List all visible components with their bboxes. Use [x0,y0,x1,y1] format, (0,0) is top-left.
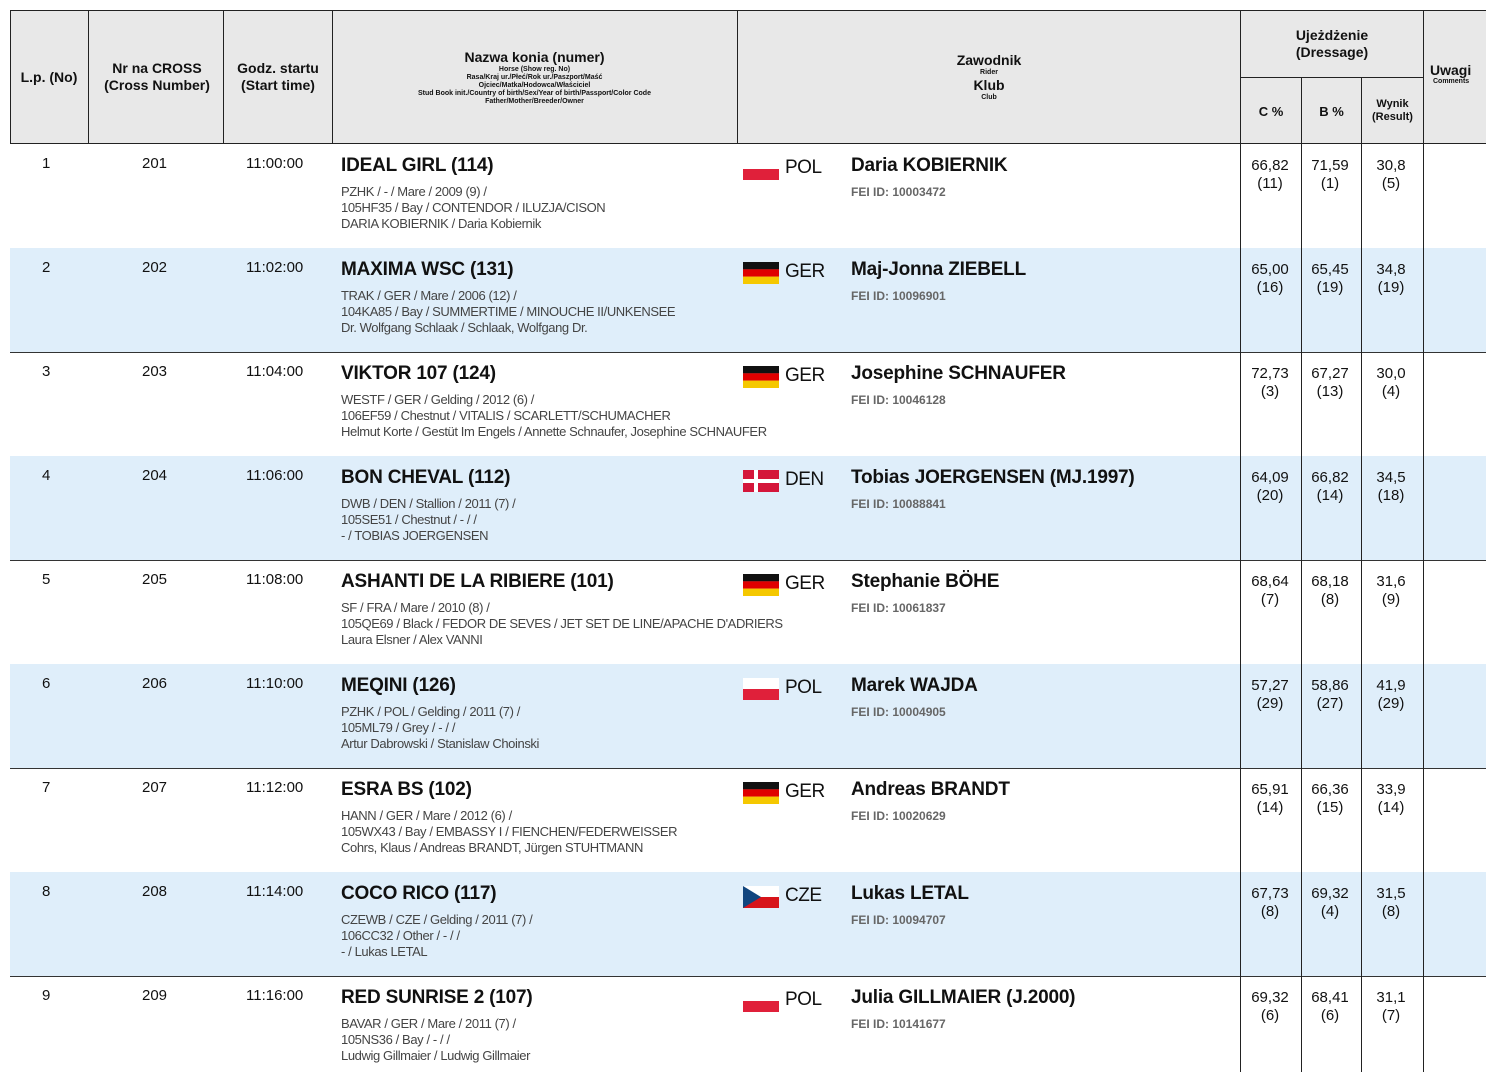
horse-breed-line: CZEWB / CZE / Gelding / 2011 (7) / [341,912,533,927]
result-score [1363,573,1419,609]
b-percent-rank: (15) [1316,799,1344,816]
horse-details [341,600,783,648]
header-start-time [224,10,332,144]
start-time: 11:14:00 [246,883,304,900]
b-percent-value: 58,86 [1311,677,1349,694]
header-divider [223,10,224,144]
horse-owner-line: Cohrs, Klaus / Andreas BRANDT, Jürgen STUHTMANN [341,840,643,855]
table-row [10,560,1486,665]
rider-name: Andreas BRANDT [851,779,1010,800]
result-value: 34,8 [1376,261,1406,278]
header-divider [737,10,738,144]
c-percent-rank: (16) [1256,279,1284,296]
b-percent-rank: (1) [1320,175,1340,192]
c-percent-rank: (14) [1256,799,1284,816]
rider-name: Stephanie BÖHE [851,571,1000,592]
row-number: 5 [42,571,51,588]
header-cross-number [92,10,222,144]
horse-passport-line: 105HF35 / Bay / CONTENDOR / ILUZJA/CISON [341,200,606,215]
b-percent-score [1302,157,1358,193]
start-time: 11:08:00 [246,571,304,588]
b-percent-score [1302,781,1358,817]
b-percent-value: 66,36 [1311,781,1349,798]
score-column-divider [1301,144,1302,1072]
nation-code: GER [785,573,825,594]
start-time: 11:06:00 [246,467,304,484]
header-start-label: Godz. startu (Start time) [237,60,319,93]
b-percent-score [1302,677,1358,713]
c-percent-rank: (7) [1260,591,1280,608]
start-time: 11:04:00 [246,363,304,380]
c-percent-score [1242,261,1298,297]
rider-name: Josephine SCHNAUFER [851,363,1066,384]
nation-code: POL [785,677,822,698]
fei-id: FEI ID: 10141677 [851,1017,946,1031]
c-percent-value: 66,82 [1251,157,1289,174]
horse-details [341,288,675,336]
header-divider [1240,77,1423,78]
row-number: 1 [42,155,51,172]
nation-code: GER [785,781,825,802]
header-b-percent: B % [1319,103,1344,119]
horse-owner-line: - / TOBIAS JOERGENSEN [341,528,489,543]
start-time: 11:00:00 [246,155,304,172]
horse-passport-line: 105NS36 / Bay / - / / [341,1032,450,1047]
flag-ger-icon [743,366,779,388]
horse-name: IDEAL GIRL (114) [341,155,494,176]
c-percent-rank: (8) [1260,903,1280,920]
c-percent-value: 65,91 [1251,781,1289,798]
nation-code: GER [785,365,825,386]
table-row [10,144,1486,249]
c-percent-value: 64,09 [1251,469,1289,486]
result-value: 30,0 [1376,365,1406,382]
result-value: 33,9 [1376,781,1406,798]
fei-id: FEI ID: 10061837 [851,601,946,615]
horse-breed-line: BAVAR / GER / Mare / 2011 (7) / [341,1016,516,1031]
horse-passport-line: 106EF59 / Chestnut / VITALIS / SCARLETT/SCHUMACHER [341,408,671,423]
header-horse-line4: Stud Book init./Country of birth/Sex/Year of birth/Passport/Color Code [418,89,651,97]
b-percent-rank: (14) [1316,487,1344,504]
horse-name: VIKTOR 107 (124) [341,363,496,384]
b-percent-value: 67,27 [1311,365,1349,382]
header-cross-label: Nr na CROSS (Cross Number) [104,60,210,93]
c-percent-score [1242,677,1298,713]
horse-passport-line: 105WX43 / Bay / EMBASSY I / FIENCHEN/FEDERWEISSER [341,824,678,839]
result-rank: (8) [1381,903,1401,920]
table-row [10,976,1486,1080]
flag-pol-icon [743,678,779,700]
start-time: 11:12:00 [246,779,304,796]
horse-owner-line: Ludwig Gillmaier / Ludwig Gillmaier [341,1048,531,1063]
c-percent-score [1242,781,1298,817]
c-percent-rank: (6) [1260,1007,1280,1024]
result-value: 31,1 [1376,989,1406,1006]
fei-id: FEI ID: 10096901 [851,289,946,303]
header-divider [332,10,333,144]
fei-id: FEI ID: 10020629 [851,809,946,823]
b-percent-rank: (8) [1320,591,1340,608]
result-rank: (5) [1381,175,1401,192]
header-horse-line5: Father/Mother/Breeder/Owner [485,97,584,105]
row-number: 4 [42,467,51,484]
header-result: Wynik (Result) [1372,98,1413,123]
b-percent-rank: (4) [1320,903,1340,920]
horse-name: BON CHEVAL (112) [341,467,511,488]
horse-owner-line: Dr. Wolfgang Schlaak / Schlaak, Wolfgang Dr. [341,320,588,335]
horse-owner-line: Helmut Korte / Gestüt Im Engels / Annette Schnaufer, Josephine SCHNAUFER [341,424,767,439]
nation-code: POL [785,989,822,1010]
row-number: 3 [42,363,51,380]
result-rank: (29) [1377,695,1405,712]
nation-code: CZE [785,885,822,906]
horse-breed-line: WESTF / GER / Gelding / 2012 (6) / [341,392,535,407]
flag-pol-icon [743,990,779,1012]
result-score [1363,157,1419,193]
result-score [1363,365,1419,401]
header-lp-label: L.p. (No) [20,68,78,85]
nation-code: DEN [785,469,824,490]
rider-name: Daria KOBIERNIK [851,155,1008,176]
horse-breed-line: DWB / DEN / Stallion / 2011 (7) / [341,496,516,511]
nation-code: GER [785,261,825,282]
rider-name: Lukas LETAL [851,883,969,904]
c-percent-value: 57,27 [1251,677,1289,694]
row-number: 2 [42,259,51,276]
flag-ger-icon [743,574,779,596]
horse-breed-line: PZHK / POL / Gelding / 2011 (7) / [341,704,520,719]
horse-breed-line: TRAK / GER / Mare / 2006 (12) / [341,288,517,303]
result-score [1363,989,1419,1025]
result-value: 30,8 [1376,157,1406,174]
horse-details [341,808,677,856]
table-row [10,456,1486,561]
result-rank: (7) [1381,1007,1401,1024]
start-time: 11:16:00 [246,987,304,1004]
score-column-divider [1361,144,1362,1072]
header-rider-sub: Rider [980,69,998,76]
horse-name: COCO RICO (117) [341,883,497,904]
flag-den-icon [743,470,779,492]
result-score [1363,885,1419,921]
header-c-percent: C % [1258,103,1284,119]
result-rank: (18) [1377,487,1405,504]
c-percent-value: 72,73 [1251,365,1289,382]
b-percent-value: 68,18 [1311,573,1349,590]
horse-breed-line: HANN / GER / Mare / 2012 (6) / [341,808,512,823]
c-percent-value: 65,00 [1251,261,1289,278]
b-percent-value: 66,82 [1311,469,1349,486]
b-percent-score [1302,469,1358,505]
b-percent-rank: (19) [1316,279,1344,296]
result-rank: (4) [1381,383,1401,400]
cross-number: 201 [142,155,168,172]
c-percent-score [1242,989,1298,1025]
horse-details [341,1016,530,1064]
b-percent-rank: (27) [1316,695,1344,712]
header-comments: Uwagi Comments [1430,62,1472,85]
rider-name: Julia GILLMAIER (J.2000) [851,987,1076,1008]
horse-details [341,184,605,232]
horse-name: ESRA BS (102) [341,779,472,800]
result-score [1363,677,1419,713]
c-percent-rank: (3) [1260,383,1280,400]
horse-name: RED SUNRISE 2 (107) [341,987,533,1008]
start-time: 11:10:00 [246,675,304,692]
b-percent-value: 69,32 [1311,885,1349,902]
horse-name: ASHANTI DE LA RIBIERE (101) [341,571,614,592]
header-divider [88,10,89,144]
fei-id: FEI ID: 10094707 [851,913,946,927]
cross-number: 209 [142,987,168,1004]
result-score [1363,261,1419,297]
fei-id: FEI ID: 10046128 [851,393,946,407]
c-percent-score [1242,573,1298,609]
c-percent-rank: (20) [1256,487,1284,504]
horse-passport-line: 106CC32 / Other / - / / [341,928,460,943]
header-horse-line1: Horse (Show reg. No) [498,65,571,73]
cross-number: 206 [142,675,168,692]
fei-id: FEI ID: 10004905 [851,705,946,719]
rider-name: Maj-Jonna ZIEBELL [851,259,1026,280]
header-lp [10,10,88,144]
cross-number: 202 [142,259,168,276]
row-number: 8 [42,883,51,900]
horse-owner-line: Laura Elsner / Alex VANNI [341,632,483,647]
b-percent-rank: (13) [1316,383,1344,400]
header-club-sub: Club [981,94,997,101]
rider-name: Marek WAJDA [851,675,978,696]
row-number: 9 [42,987,51,1004]
horse-passport-line: 105SE51 / Chestnut / - / / [341,512,477,527]
result-rank: (9) [1381,591,1401,608]
result-value: 31,6 [1376,573,1406,590]
horse-breed-line: SF / FRA / Mare / 2010 (8) / [341,600,490,615]
cross-number: 204 [142,467,168,484]
cross-number: 208 [142,883,168,900]
fei-id: FEI ID: 10088841 [851,497,946,511]
b-percent-score [1302,885,1358,921]
horse-passport-line: 105ML79 / Grey / - / / [341,720,456,735]
header-rider-title: Zawodnik [956,52,1022,68]
horse-passport-line: 105QE69 / Black / FEDOR DE SEVES / JET SET DE LINE/APACHE D'ADRIERS [341,616,783,631]
start-time: 11:02:00 [246,259,304,276]
result-score [1363,469,1419,505]
result-score [1363,781,1419,817]
header-dressage [1241,14,1423,74]
table-row [10,872,1486,977]
horse-owner-line: - / Lukas LETAL [341,944,428,959]
b-percent-score [1302,261,1358,297]
c-percent-score [1242,365,1298,401]
b-percent-value: 71,59 [1311,157,1349,174]
cross-number: 207 [142,779,168,796]
result-value: 41,9 [1376,677,1406,694]
header-horse-line3: Ojciec/Matka/Hodowca/Właściciel [478,81,591,89]
horse-owner-line: DARIA KOBIERNIK / Daria Kobiernik [341,216,541,231]
flag-ger-icon [743,782,779,804]
horse-details [341,392,767,440]
c-percent-value: 68,64 [1251,573,1289,590]
horse-passport-line: 104KA85 / Bay / SUMMERTIME / MINOUCHE II/UNKENSEE [341,304,676,319]
b-percent-score [1302,989,1358,1025]
header-rider [738,10,1240,144]
b-percent-score [1302,365,1358,401]
result-value: 31,5 [1376,885,1406,902]
flag-pol-icon [743,158,779,180]
c-percent-value: 69,32 [1251,989,1289,1006]
table-row [10,248,1486,353]
flag-ger-icon [743,262,779,284]
b-percent-rank: (6) [1320,1007,1340,1024]
score-column-divider [1423,144,1424,1072]
row-number: 6 [42,675,51,692]
header-dressage-title: Ujeżdżenie (Dressage) [1295,27,1369,60]
c-percent-rank: (29) [1256,695,1284,712]
c-percent-score [1242,469,1298,505]
b-percent-value: 68,41 [1311,989,1349,1006]
horse-name: MEQINI (126) [341,675,456,696]
b-percent-score [1302,573,1358,609]
c-percent-score [1242,157,1298,193]
table-row [10,664,1486,769]
result-value: 34,5 [1376,469,1406,486]
b-percent-value: 65,45 [1311,261,1349,278]
horse-owner-line: Artur Dabrowski / Stanislaw Choinski [341,736,540,751]
header-divider [1423,10,1424,144]
fei-id: FEI ID: 10003472 [851,185,946,199]
horse-name: MAXIMA WSC (131) [341,259,514,280]
header-club-title: Klub [973,77,1005,93]
header-horse-title: Nazwa konia (numer) [464,48,605,65]
score-column-divider [1240,144,1241,1072]
horse-details [341,496,515,544]
nation-code: POL [785,157,822,178]
header-divider [1361,77,1362,144]
header-divider [1301,77,1302,144]
result-rank: (14) [1377,799,1405,816]
cross-number: 203 [142,363,168,380]
header-horse-line2: Rasa/Kraj ur./Płeć/Rok ur./Paszport/Maść [466,73,603,81]
horse-breed-line: PZHK / - / Mare / 2009 (9) / [341,184,487,199]
horse-details [341,704,539,752]
result-rank: (19) [1377,279,1405,296]
header-horse [332,10,737,144]
table-row [10,352,1486,457]
c-percent-score [1242,885,1298,921]
cross-number: 205 [142,571,168,588]
row-number: 7 [42,779,51,796]
table-row [10,768,1486,873]
horse-details [341,912,532,960]
c-percent-rank: (11) [1257,175,1283,192]
c-percent-value: 67,73 [1251,885,1289,902]
flag-cze-icon [743,886,779,908]
rider-name: Tobias JOERGENSEN (MJ.1997) [851,467,1135,488]
